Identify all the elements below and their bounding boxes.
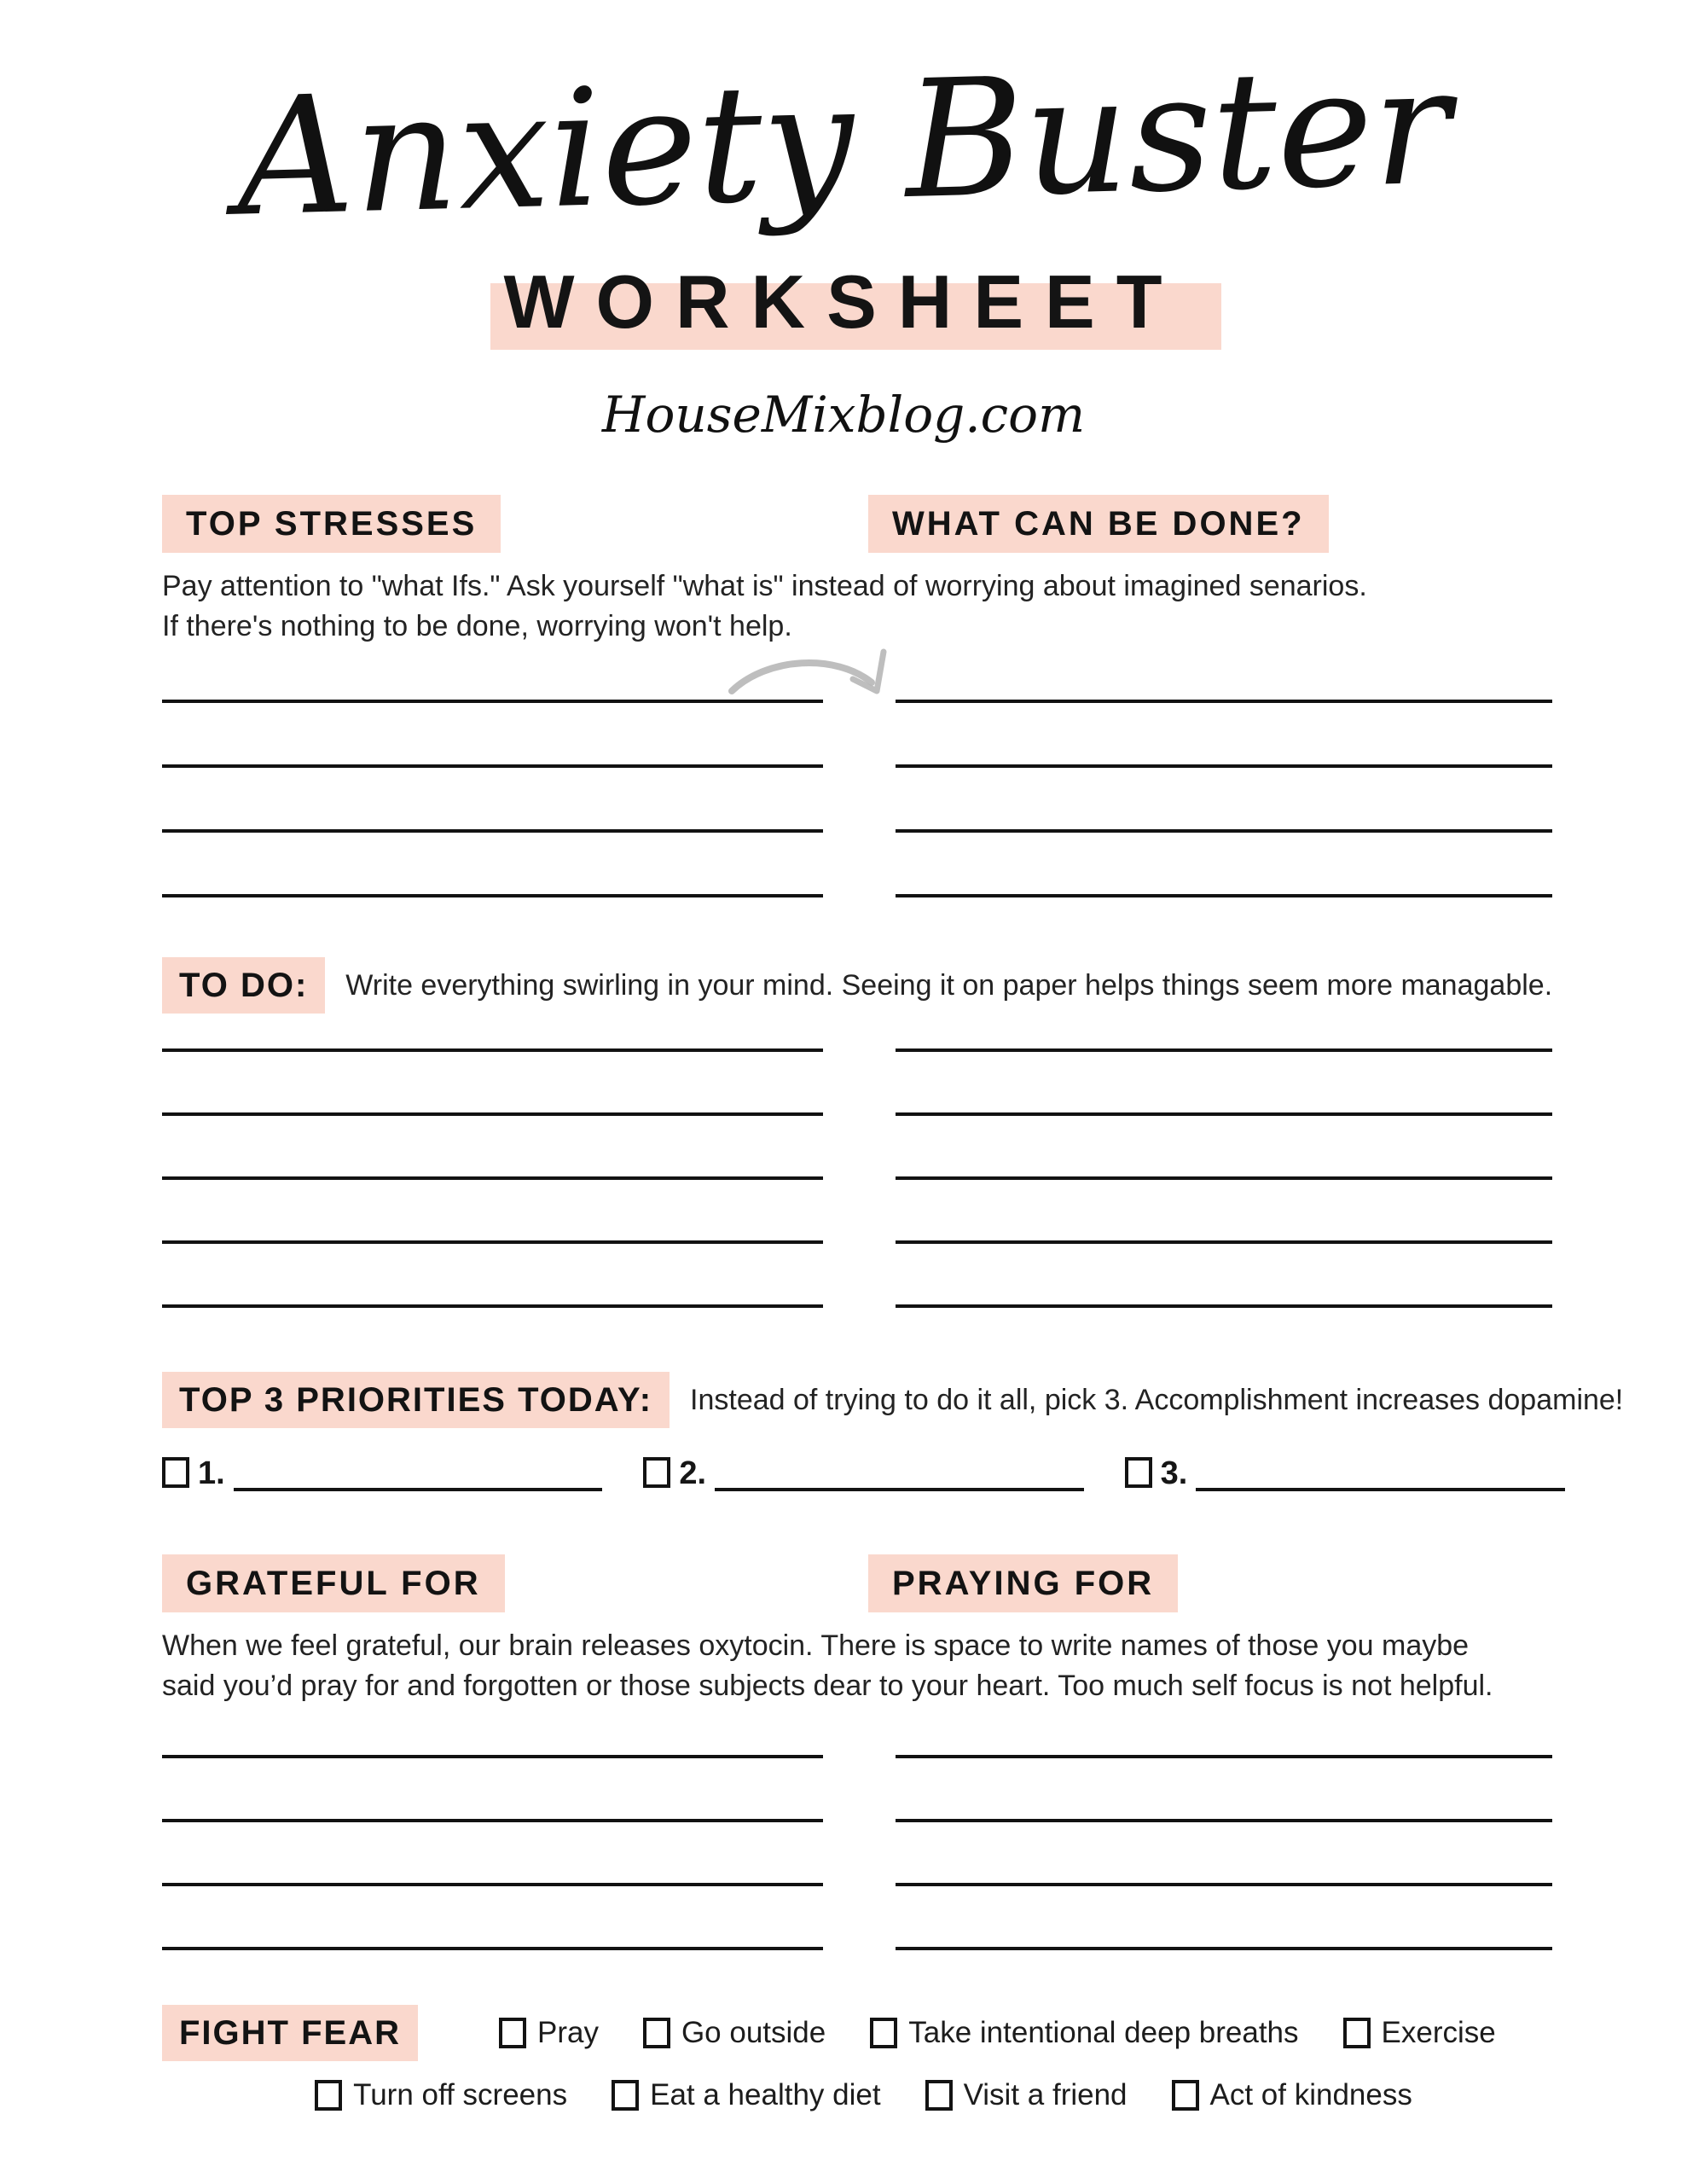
fight-fear-label: Pray: [536, 2016, 599, 2049]
write-line[interactable]: [162, 1822, 823, 1886]
fight-fear-label: Eat a healthy diet: [650, 2078, 881, 2111]
fight-fear-option-pray: [499, 2016, 599, 2050]
write-line[interactable]: [162, 1052, 823, 1116]
fight-fear-option-healthy-diet: [612, 2078, 880, 2112]
grateful-lines-grid: [162, 1694, 1552, 1950]
write-line[interactable]: [896, 1886, 1552, 1950]
write-line[interactable]: [896, 703, 1552, 768]
fight-fear-checkbox-pray[interactable]: [499, 2018, 526, 2048]
section-heading-top-stresses: TOP STRESSES: [162, 495, 501, 553]
write-line[interactable]: [896, 1758, 1552, 1822]
priority-item-3: [1125, 1457, 1565, 1491]
stresses-description-line2: If there's nothing to be done, worrying won't help.: [162, 610, 792, 642]
write-line[interactable]: [896, 988, 1552, 1052]
write-line[interactable]: [162, 1244, 823, 1308]
write-line[interactable]: [896, 1180, 1552, 1244]
grateful-column: [162, 1694, 823, 1950]
grateful-description-line1: When we feel grateful, our brain releases oxytocin. There is space to write names of those you maybe: [162, 1629, 1470, 1662]
priority-checkbox-2[interactable]: [643, 1457, 670, 1488]
page-title: WORKSHEET: [503, 259, 1184, 344]
write-line[interactable]: [896, 1116, 1552, 1180]
write-line[interactable]: [162, 1886, 823, 1950]
fight-fear-option-go-outside: [643, 2016, 826, 2050]
write-line[interactable]: [896, 1822, 1552, 1886]
fight-fear-label: Turn off screens: [353, 2078, 568, 2111]
priority-checkbox-3[interactable]: [1125, 1457, 1152, 1488]
section-heading-fight-fear: FIGHT FEAR: [162, 2005, 418, 2061]
priority-number-1: 1.: [198, 1455, 225, 1491]
fight-fear-label: Visit a friend: [963, 2078, 1128, 2111]
write-line[interactable]: [162, 638, 823, 703]
write-line[interactable]: [896, 1694, 1552, 1758]
top-stresses-column: [162, 638, 823, 897]
priority-write-line-2[interactable]: [715, 1457, 1084, 1491]
title-block-inner: [503, 259, 1184, 344]
write-line[interactable]: [896, 638, 1552, 703]
write-line[interactable]: [162, 703, 823, 768]
todo-right-column: [896, 988, 1552, 1308]
priority-number-3: 3.: [1160, 1455, 1188, 1491]
fight-fear-options-row1: [499, 2016, 1496, 2050]
fight-fear-label: Take intentional deep breaths: [908, 2016, 1299, 2049]
priorities-description: Instead of trying to do it all, pick 3. Accomplishment increases dopamine!: [690, 1383, 1624, 1416]
write-line[interactable]: [162, 833, 823, 897]
section-heading-what-can-be-done: WHAT CAN BE DONE?: [868, 495, 1329, 553]
write-line[interactable]: [896, 1244, 1552, 1308]
grateful-description-line2: said you’d pray for and forgotten or those subjects dear to your heart. Too much self focus is not helpful.: [162, 1670, 1493, 1702]
fight-fear-option-turn-off-screens: [315, 2078, 567, 2112]
fight-fear-label: Go outside: [681, 2016, 826, 2049]
write-line[interactable]: [896, 768, 1552, 833]
priority-item-2: [643, 1457, 1083, 1491]
fight-fear-option-act-of-kindness: [1172, 2078, 1412, 2112]
section-heading-to-do: TO DO:: [162, 957, 325, 1014]
todo-description: Write everything swirling in your mind. Seeing it on paper helps things seem more managable.: [345, 968, 1553, 1002]
write-line[interactable]: [162, 1694, 823, 1758]
priorities-heading-row: [162, 1372, 1623, 1428]
priority-write-line-3[interactable]: [1196, 1457, 1565, 1491]
write-line[interactable]: [162, 1180, 823, 1244]
what-can-be-done-column: [896, 638, 1552, 897]
fight-fear-row-1: [162, 2005, 1496, 2061]
priorities-checkbox-row: [162, 1457, 1565, 1491]
fight-fear-checkbox-deep-breaths[interactable]: [870, 2018, 897, 2048]
write-line[interactable]: [162, 1758, 823, 1822]
praying-column: [896, 1694, 1552, 1950]
title-block: [0, 259, 1687, 344]
fight-fear-row-2: [162, 2078, 1565, 2112]
fight-fear-option-visit-friend: [925, 2078, 1128, 2112]
write-line[interactable]: [896, 1052, 1552, 1116]
fight-fear-checkbox-exercise[interactable]: [1343, 2018, 1371, 2048]
priority-checkbox-1[interactable]: [162, 1457, 189, 1488]
stresses-description-line1: Pay attention to "what Ifs." Ask yourself "what is" instead of worrying about imagined senarios.: [162, 570, 1367, 602]
write-line[interactable]: [162, 1116, 823, 1180]
section-heading-grateful-for: GRATEFUL FOR: [162, 1554, 505, 1612]
fight-fear-checkbox-go-outside[interactable]: [643, 2018, 670, 2048]
priority-number-2: 2.: [679, 1455, 707, 1491]
fight-fear-checkbox-turn-off-screens[interactable]: [315, 2080, 342, 2111]
fight-fear-option-deep-breaths: [870, 2016, 1298, 2050]
website-credit: HouseMixblog.com: [601, 386, 1086, 444]
fight-fear-option-exercise: [1343, 2016, 1496, 2050]
write-line[interactable]: [896, 833, 1552, 897]
fight-fear-label: Exercise: [1381, 2016, 1496, 2049]
stresses-description: [162, 566, 1595, 647]
fight-fear-label: Act of kindness: [1209, 2078, 1412, 2111]
write-line[interactable]: [162, 768, 823, 833]
todo-lines-grid: [162, 988, 1552, 1308]
section-heading-top-3-priorities: TOP 3 PRIORITIES TODAY:: [162, 1372, 670, 1428]
fight-fear-checkbox-visit-friend[interactable]: [925, 2080, 953, 2111]
fight-fear-checkbox-act-of-kindness[interactable]: [1172, 2080, 1199, 2111]
fight-fear-checkbox-healthy-diet[interactable]: [612, 2080, 639, 2111]
priority-item-1: [162, 1457, 602, 1491]
todo-left-column: [162, 988, 823, 1308]
write-line[interactable]: [162, 988, 823, 1052]
priority-write-line-1[interactable]: [234, 1457, 603, 1491]
stresses-lines-grid: [162, 638, 1552, 897]
section-heading-praying-for: PRAYING FOR: [868, 1554, 1178, 1612]
page-title-script: Anxiety Buster: [234, 32, 1453, 253]
